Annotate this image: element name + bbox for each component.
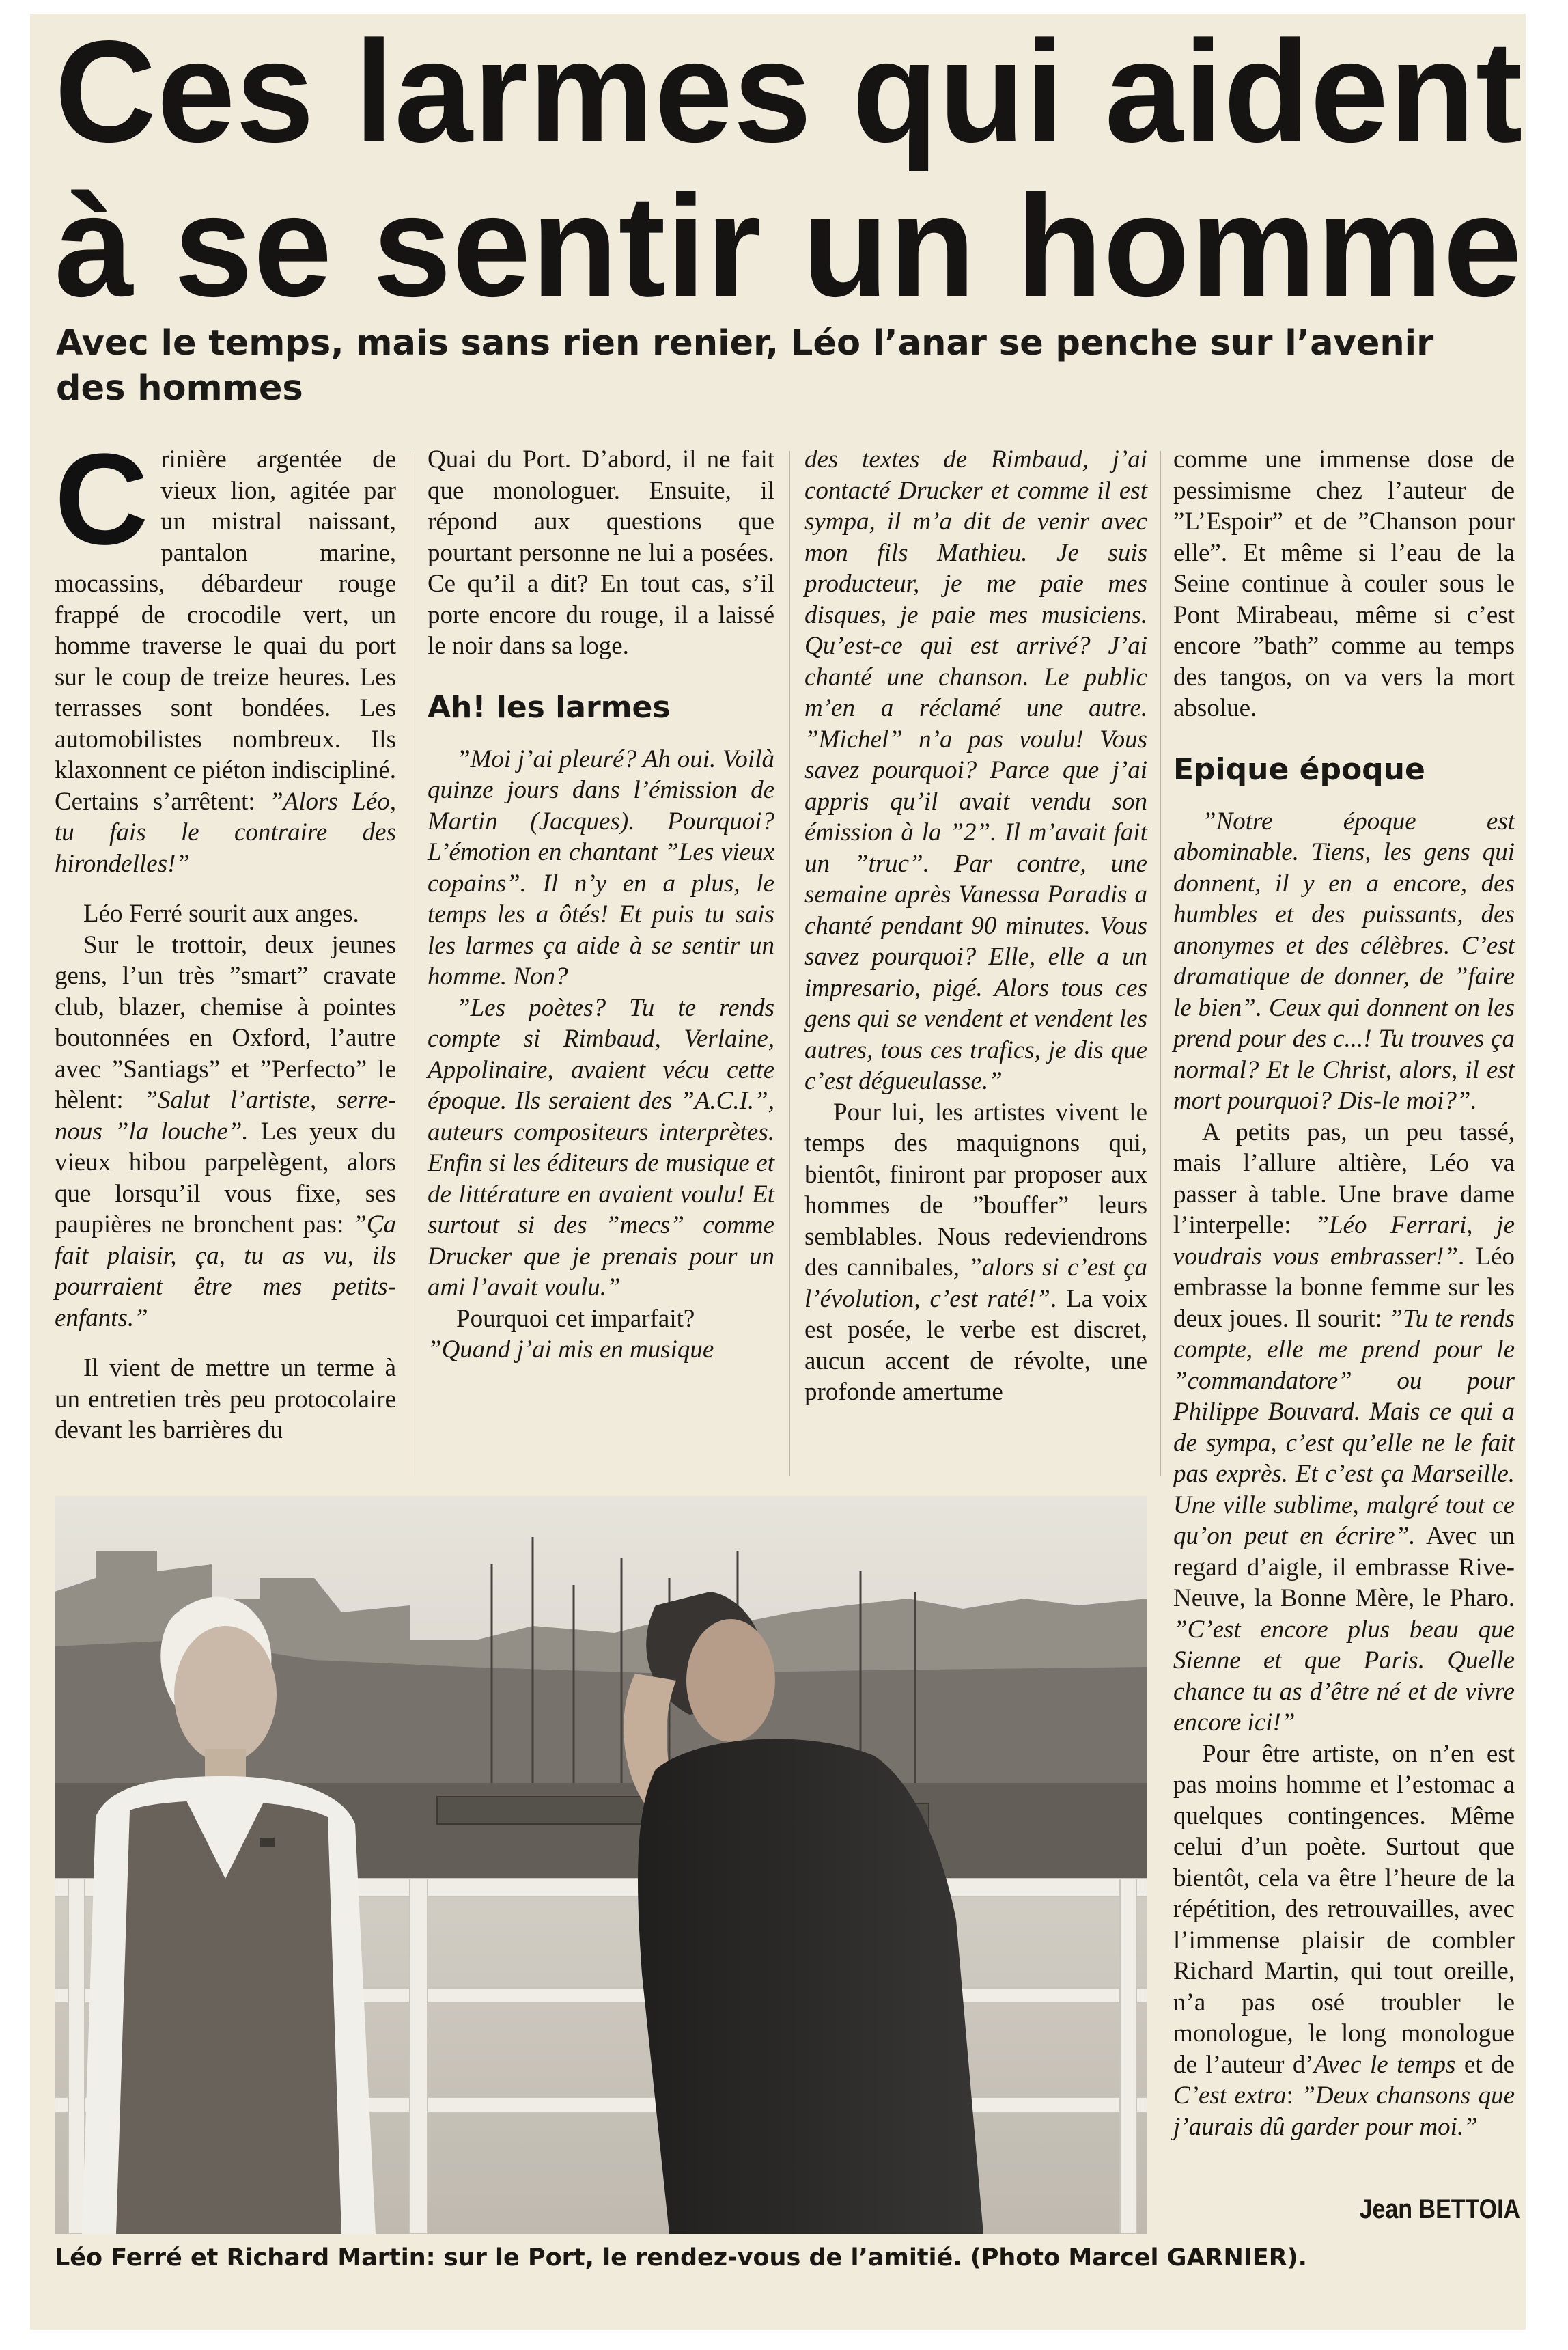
paragraph	[804, 1097, 1147, 1408]
photo-caption: Léo Ferré et Richard Martin: sur le Port, le rendez-vous de l’amitié. (Photo Marcel GARNIER).	[55, 2244, 1307, 2271]
paragraph: ”Moi j’ai pleuré? Ah oui. Voilà quinze jours dans l’émission de Martin (Jacques). Pourquoi? L’émotion en chantant ”Les vieux copains”. Il n’y en a plus, le temps les a ôtés! Et puis tu sais les larmes ça aide à se sentir un homme. Non?	[428, 745, 774, 991]
paragraph: Pourquoi cet imparfait?	[456, 1304, 695, 1333]
article-column-4	[1173, 444, 1515, 2142]
quote: ”Ça fait plaisir, ça, tu as vu, ils pourraient être mes petits-enfants.”	[55, 1211, 396, 1332]
paragraph: ”Les poètes? Tu te rends compte si Rimbaud, Verlaine, Appolinaire, avaient vécu cette époque. Ils seraient des ”A.C.I.”, auteurs compositeurs interprètes. Enfin si les éditeurs de musique et de littérature en avaient voulu! Et surtout si des ”mecs” comme Drucker que je prenais pour un ami l’avait voulu.”	[428, 993, 774, 1301]
text: . Léo embrasse la bonne femme sur les deux joues. Il sourit:	[1173, 1242, 1515, 1333]
text: Pour être artiste, on n’en est pas moins homme et l’estomac a quelques contingences. Même celui d’un poète. Surtout que bientôt, cela va être l’heure de la répétition, des retrouvailles, avec l’immense plaisir de combler Richard Martin, qui tout oreille, n’a pas osé troubler le monologue, le long monologue de l’auteur d’	[1173, 1739, 1515, 2079]
author-byline: Jean BETTOIA	[1359, 2194, 1520, 2224]
quote: ”Léo Ferrari, je voudrais vous embrasser!”	[1173, 1211, 1515, 1271]
song-title: C’est extra	[1173, 2082, 1287, 2110]
quote: ”Tu te rends compte, elle me prend pour le ”commandatore” ou pour Philippe Bouvard. Mais ce qui a de sympa, c’est qu’elle ne le fait pas exprès. Et c’est ça Marseille. Une ville sublime, malgré tout ce qu’on peut en écrire”.	[1173, 1304, 1515, 1550]
paragraph: des textes de Rimbaud, j’ai contacté Drucker et comme il est sympa, il m’a dit de venir avec mon fils Mathieu. Je suis producteur, je me paie mes disques, je paie mes musiciens. Qu’est-ce qui est arrivé? J’ai chanté une chanson. Le public m’en a réclamé une autre. ”Michel” n’a pas voulu! Vous savez pourquoi? Parce que j’ai appris qu’il avait vendu son émission à la ”2”. Il m’avait fait un ”truc”. Par contre, une semaine après Vanessa Paradis a chanté pendant 90 minutes. Vous savez pourquoi? Elle, elle a un impresario, pigé. Alors tous ces gens qui se vendent et vendent les autres, tous ces trafics, je dis que c’est dégueulasse.”	[804, 445, 1147, 1095]
headline-line-1: Ces larmes qui aident	[55, 10, 1524, 172]
text: Pour lui, les artistes vivent le temps des maquignons qui, bientôt, finiront par proposer aux hommes de ”bouffer” leurs semblables. Nous redeviendrons des cannibales,	[804, 1098, 1147, 1282]
article-column-3	[804, 444, 1147, 1408]
song-title: Avec le temps	[1313, 2050, 1456, 2079]
paragraph	[55, 427, 396, 879]
quote: ”alors si c’est ça l’évolution, c’est raté!”	[804, 1254, 1147, 1313]
quote: ”Alors Léo, tu fais le contraire des hirondelles!”	[55, 787, 396, 878]
paragraph: comme une immense dose de pessimisme chez l’auteur de ”L’Espoir” et de ”Chanson pour elle”. Et même si l’eau de la Seine continue à couler sous le Pont Mirabeau, même si c’est encore ”bath” comme au temps des tangos, on va vers la mort absolue.	[1173, 445, 1515, 722]
text: rinière argentée de vieux lion, agitée par un mistral naissant, pantalon marine, mocassins, débardeur rouge frappé de crocodile vert, un homme traverse le quai du port sur le coup de treize heures. Les terrasses sont bondées. Les automobilistes nombreux. Ils klaxonnent ce piéton indiscipliné. Certains s’arrêtent:	[55, 445, 396, 816]
column-rule	[789, 451, 790, 1476]
text: . La voix est posée, le verbe est discret, aucun accent de révolte, une profonde amertume	[804, 1284, 1147, 1406]
text: :	[1286, 2082, 1302, 2110]
print-tone	[55, 1496, 1147, 2234]
paragraph: Il vient de mettre un terme à un entretien très peu protocolaire devant les barrières du	[55, 1354, 396, 1444]
headline-line-2: à se sentir un homme	[55, 165, 1523, 327]
text: A petits pas, un peu tassé, mais l’allure altière, Léo va passer à table. Une brave dame l’interpelle:	[1173, 1118, 1515, 1239]
paragraph	[1173, 1117, 1515, 1739]
drop-cap: C	[55, 427, 149, 572]
article-column-1	[55, 427, 397, 1446]
text: et de	[1455, 2050, 1515, 2079]
quote: ”C’est encore plus beau que Sienne et que Paris. Quelle chance tu as d’être né et de vivre encore ici!”	[1173, 1615, 1515, 1737]
paragraph	[1173, 1739, 1515, 2143]
subheading: Ah! les larmes	[428, 689, 671, 725]
photo-port-scene	[55, 1496, 1147, 2234]
subtitle: Avec le temps, mais sans rien renier, Léo l’anar se penche sur l’avenir des hommes	[56, 323, 1434, 409]
text: Avec un regard d’aigle, il embrasse Rive-Neuve, la Bonne Mère, le Pharo.	[1173, 1522, 1515, 1612]
paragraph: ”Notre époque est abominable. Tiens, les gens qui donnent, il y en a encore, des humbles et des puissants, des anonymes et des célèbres. C’est dramatique de donner, de ”faire le bien”. Ceux qui donnent on les prend pour des c...! Tu trouves ça normal? Et le Christ, alors, il est mort pourquoi? Dis-le moi?”.	[1173, 807, 1515, 1115]
text: Sur le trottoir, deux jeunes gens, l’un très ”smart” cravate club, blazer, chemise à pointes boutonnées en Oxford, l’autre avec ”Santiags” et ”Perfecto” le hèlent:	[55, 930, 396, 1114]
photograph	[55, 1496, 1147, 2234]
paragraph: Quai du Port. D’abord, il ne fait que monologuer. Ensuite, il répond aux questions que pourtant personne ne lui a posées. Ce qu’il a dit? En tout cas, s’il porte encore du rouge, il a laissé le noir dans sa loge.	[428, 445, 774, 660]
text: Les yeux du vieux hibou parpelègent, alors que lorsqu’il vous fixe, ses paupières ne bronchent pas:	[55, 1117, 396, 1239]
article-column-2	[428, 444, 774, 1366]
subheading: Epique époque	[1173, 751, 1425, 787]
paragraph: ”Quand j’ai mis en musique	[428, 1336, 714, 1364]
column-rule	[1160, 451, 1161, 1476]
quote: ”Deux chansons que j’aurais dû garder pour moi.”	[1173, 2082, 1515, 2141]
paragraph	[55, 930, 396, 1334]
paragraph: Léo Ferré sourit aux anges.	[83, 900, 359, 928]
quote: ”Salut l’artiste, serre-nous ”la louche”.	[55, 1086, 397, 1146]
